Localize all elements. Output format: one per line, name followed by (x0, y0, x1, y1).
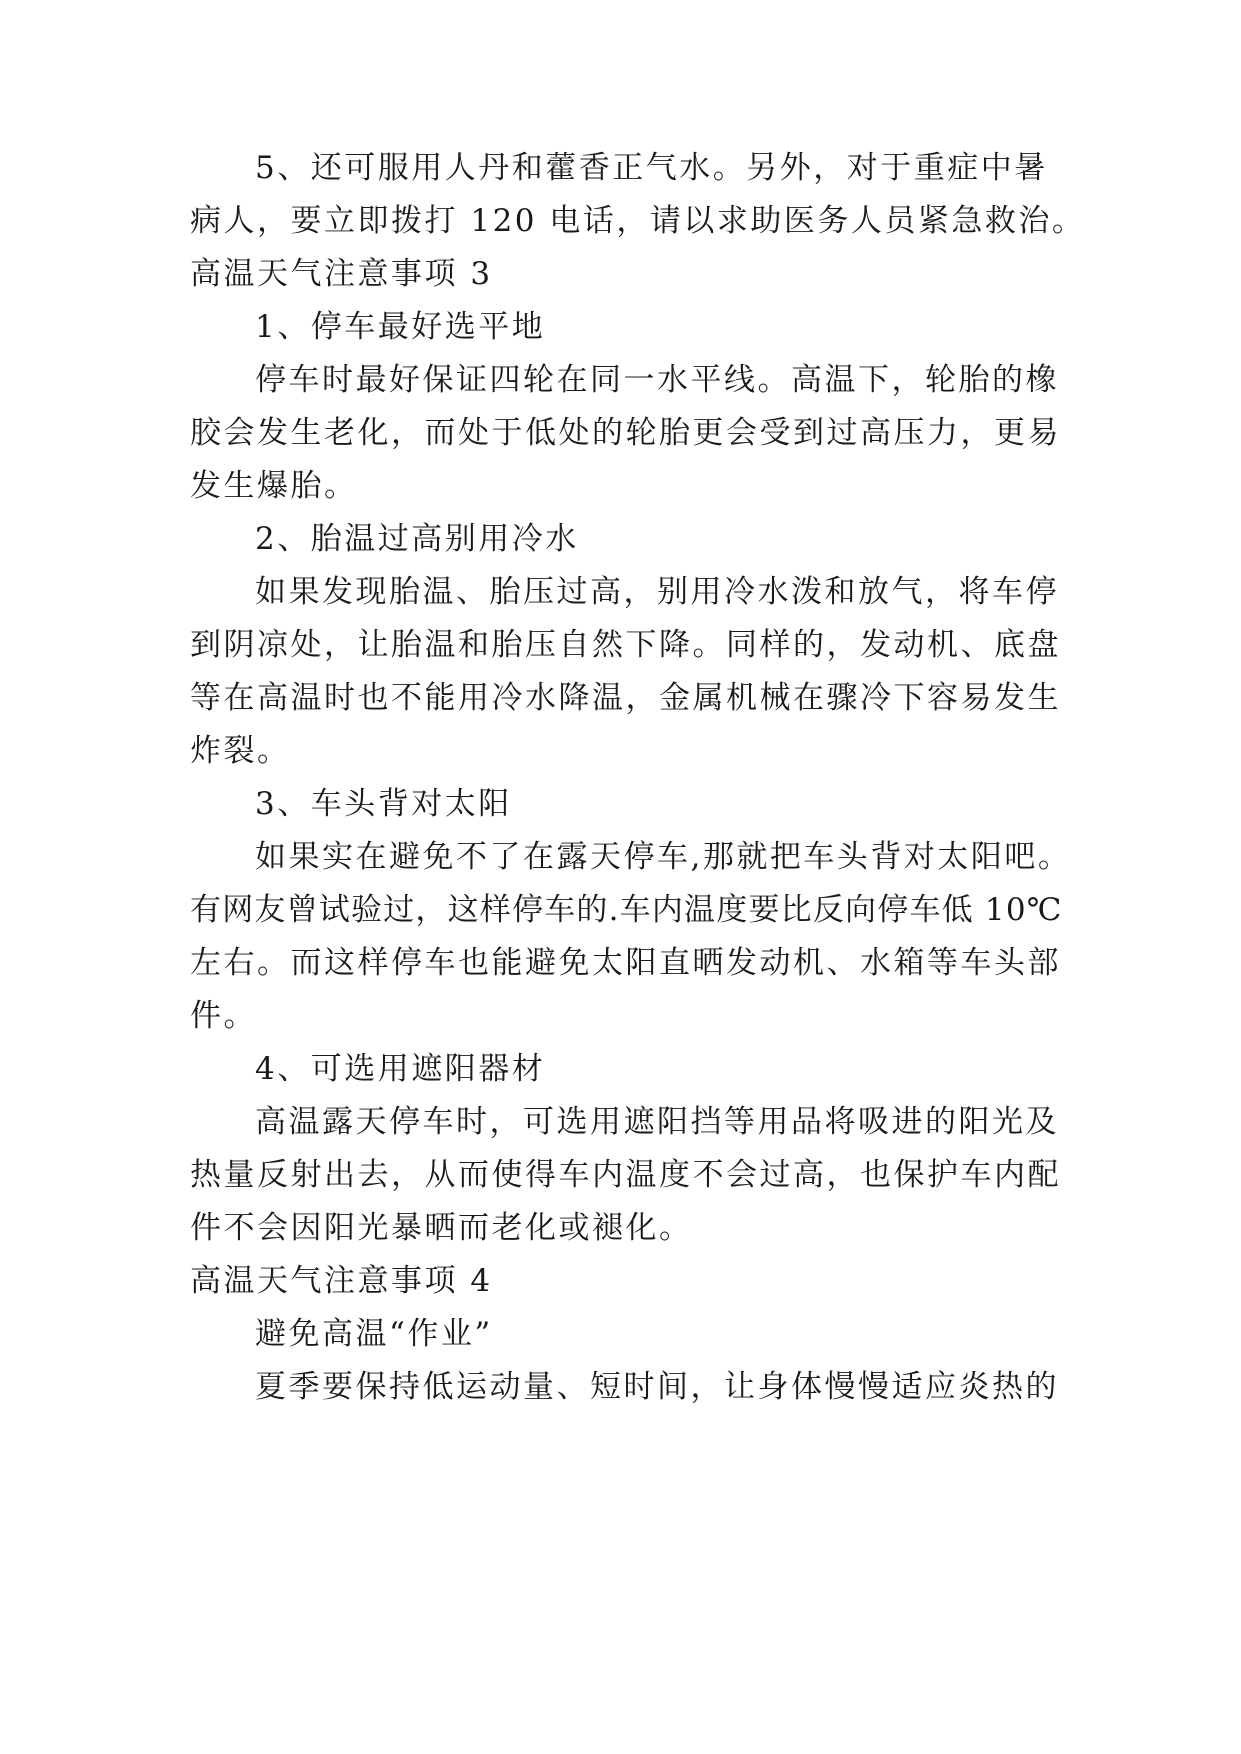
subsection-heading: 1、停车最好选平地 (255, 309, 546, 345)
section-heading: 高温天气注意事项 3 (190, 256, 493, 292)
section-heading: 高温天气注意事项 4 (190, 1263, 493, 1299)
text-line: 高温露天停车时，可选用遮阳挡等用品将吸进的阳光及 (255, 1104, 1059, 1140)
text-line: 病人，要立即拨打 120 电话，请以求助医务人员紧急救治。 (190, 203, 1086, 239)
subsection-heading: 2、胎温过高别用冷水 (255, 521, 579, 557)
text-line: 5、还可服用人丹和藿香正气水。另外，对于重症中暑 (255, 150, 1048, 186)
text-line: 发生爆胎。 (190, 468, 358, 504)
text-line: 停车时最好保证四轮在同一水平线。高温下，轮胎的橡 (255, 362, 1059, 398)
text-line: 件。 (190, 998, 257, 1034)
text-line: 如果实在避免不了在露天停车,那就把车头背对太阳吧。 (255, 839, 1072, 875)
text-line: 如果发现胎温、胎压过高，别用冷水泼和放气，将车停 (255, 574, 1059, 610)
subsection-heading: 3、车头背对太阳 (255, 786, 512, 822)
text-line: 胶会发生老化，而处于低处的轮胎更会受到过高压力，更易 (190, 415, 1061, 451)
text-line: 热量反射出去，从而使得车内温度不会过高，也保护车内配 (190, 1157, 1061, 1193)
subsection-heading: 避免高温“作业” (255, 1316, 493, 1352)
text-line: 到阴凉处，让胎温和胎压自然下降。同样的，发动机、底盘 (190, 627, 1061, 663)
text-line: 有网友曾试验过，这样停车的.车内温度要比反向停车低 10℃ (190, 892, 1063, 928)
text-line: 等在高温时也不能用冷水降温，金属机械在骤冷下容易发生 (190, 680, 1061, 716)
subsection-heading: 4、可选用遮阳器材 (255, 1051, 546, 1087)
text-line: 夏季要保持低运动量、短时间，让身体慢慢适应炎热的 (255, 1369, 1059, 1405)
text-line: 件不会因阳光暴晒而老化或褪化。 (190, 1210, 693, 1246)
text-line: 炸裂。 (190, 733, 291, 769)
text-line: 左右。而这样停车也能避免太阳直晒发动机、水箱等车头部 (190, 945, 1061, 981)
